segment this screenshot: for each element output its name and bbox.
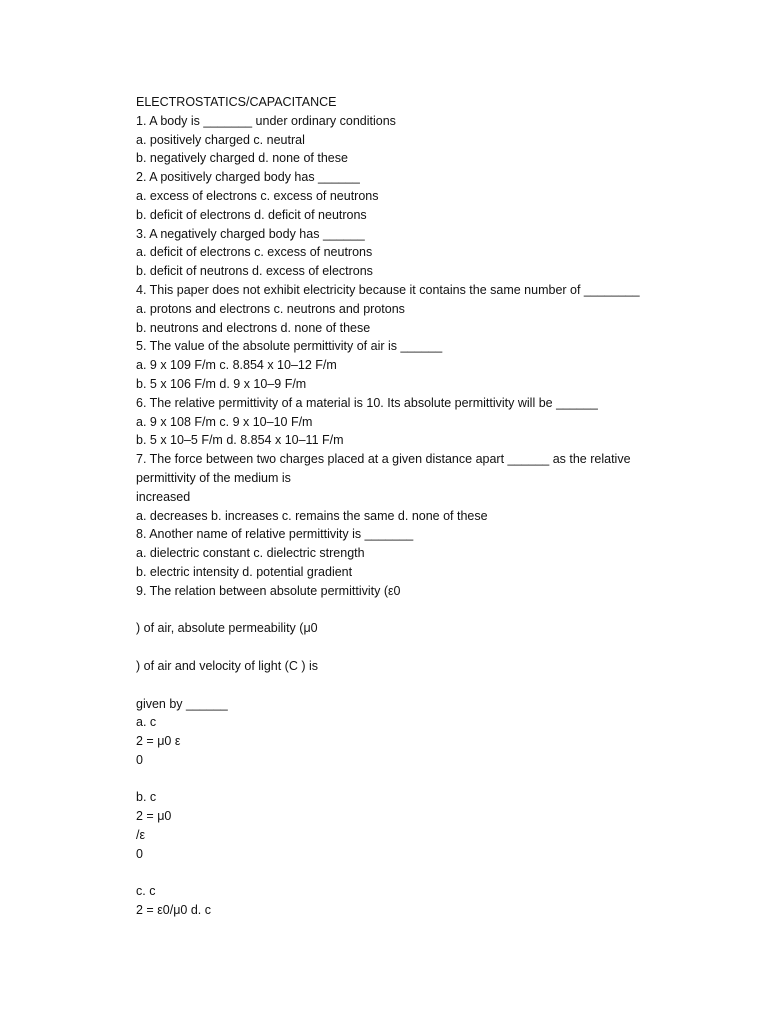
doc-title: ELECTROSTATICS/CAPACITANCE: [136, 95, 337, 109]
question-6: 6. The relative permittivity of a material is 10. Its absolute permittivity will be ______: [136, 395, 598, 410]
option-line: a. 9 x 108 F/m c. 9 x 10–10 F/m: [136, 414, 313, 429]
question-9-continued: ) of air, absolute permeability (μ0: [136, 621, 318, 636]
question-9: 9. The relation between absolute permittivity (ε0: [136, 583, 401, 598]
option-line: a. deficit of electrons c. excess of neutrons: [136, 245, 373, 260]
formula-line: 2 = μ0: [136, 809, 172, 824]
option-line: b. c: [136, 790, 157, 805]
question-3: 3. A negatively charged body has ______: [136, 226, 365, 241]
blank-line: [136, 601, 716, 620]
option-line: b. 5 x 10–5 F/m d. 8.854 x 10–11 F/m: [136, 433, 344, 448]
blank-line: [136, 638, 716, 657]
blank-line: [136, 770, 716, 789]
option-line: a. c: [136, 715, 157, 730]
formula-line: 0: [136, 752, 143, 767]
option-line: b. electric intensity d. potential gradient: [136, 564, 353, 579]
option-line: a. protons and electrons c. neutrons and protons: [136, 301, 405, 316]
formula-line: 2 = μ0 ε: [136, 734, 181, 749]
option-line: a. decreases b. increases c. remains the same d. none of these: [136, 508, 488, 523]
formula-line: 0: [136, 846, 143, 861]
option-line: a. 9 x 109 F/m c. 8.854 x 10–12 F/m: [136, 358, 337, 373]
question-9-continued: given by ______: [136, 696, 228, 711]
document-text: [136, 93, 716, 920]
question-1: 1. A body is _______ under ordinary conditions: [136, 113, 396, 128]
question-4: 4. This paper does not exhibit electricity because it contains the same number of ________: [136, 282, 640, 297]
question-5: 5. The value of the absolute permittivity of air is ______: [136, 339, 443, 354]
question-7: 7. The force between two charges placed at a given distance apart ______ as the relative: [136, 452, 631, 467]
blank-line: [136, 676, 716, 695]
question-8: 8. Another name of relative permittivity is _______: [136, 527, 414, 542]
option-line: b. neutrons and electrons d. none of these: [136, 320, 371, 335]
option-line: b. 5 x 106 F/m d. 9 x 10–9 F/m: [136, 376, 307, 391]
option-line: c. c: [136, 884, 156, 899]
option-line: b. negatively charged d. none of these: [136, 151, 348, 166]
blank-line: [136, 864, 716, 883]
option-line: b. deficit of neutrons d. excess of electrons: [136, 264, 373, 279]
question-7-continued: permittivity of the medium is: [136, 470, 291, 485]
formula-line: /ε: [136, 828, 146, 843]
option-line: a. dielectric constant c. dielectric strength: [136, 546, 365, 561]
question-9-continued: ) of air and velocity of light (C ) is: [136, 658, 319, 673]
option-line: a. excess of electrons c. excess of neutrons: [136, 188, 379, 203]
option-line: b. deficit of electrons d. deficit of neutrons: [136, 207, 367, 222]
question-2: 2. A positively charged body has ______: [136, 170, 360, 185]
option-line: a. positively charged c. neutral: [136, 132, 305, 147]
formula-line: 2 = ε0/μ0 d. c: [136, 903, 211, 918]
question-7-continued: increased: [136, 489, 191, 504]
